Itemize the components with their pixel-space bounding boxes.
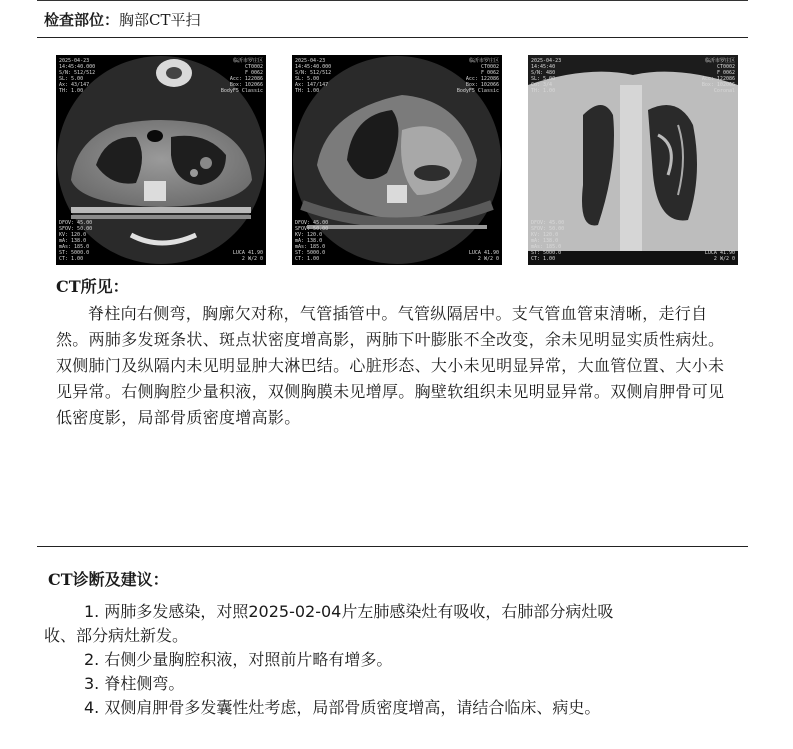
diagnosis-item <box>44 672 744 696</box>
overlay-top-left: 2025-04-23 14:45:40.000 S/N: 512/512 SL: 5.00 Ax: 147/147 TH: 1.00 <box>295 58 332 94</box>
overlay-top-left: 2025-04-23 14:45:40.000 S/N: 512/512 SL: 5.00 Ax: 43/147 TH: 1.00 <box>59 58 96 94</box>
diagnosis-list <box>44 600 744 720</box>
overlay-top-right: 临沂市罗庄区 CT0002 F 0062 Acc: 122086 Box: 102066 Coronal <box>701 58 735 94</box>
overlay-bottom-left: DFOV: 45.00 SFOV: 50.00 KV: 120.0 mA: 138.0 mAs: 185.0 ST: 5000.0 CT: 1.00 <box>59 220 93 262</box>
diagnosis-item-text: 4. 双侧肩胛骨多发囊性灶考虑，局部骨质密度增高，请结合临床、病史。 <box>84 698 601 717</box>
exam-region-value: 胸部CT平扫 <box>119 11 201 29</box>
diagnosis-item <box>44 696 744 720</box>
findings-heading: CT所见： <box>56 277 129 296</box>
diagnosis-item <box>44 648 744 672</box>
header-divider <box>37 37 748 38</box>
diagnosis-item-text: 1. 两肺多发感染，对照2025-02-04片左肺感染灶有吸收，右肺部分病灶吸 <box>84 602 614 621</box>
findings-text: 脊柱向右侧弯，胸廓欠对称，气管插管中。气管纵隔居中。支气管血管束清晰，走行自然。两肺多发斑条状、斑点状密度增高影，两肺下叶膨胀不全改变，余未见明显实质性病灶。双侧肺门及纵隔内未见明显肿大淋巴结。心脏形态、大小未见明显异常，大血管位置、大小未见异常。右侧胸腔少量积液，双侧胸膜未见增厚。胸壁软组织未见明显异常。双侧肩胛骨可见低密度影，局部骨质密度增高影。 <box>56 304 725 427</box>
diagnosis-item-text: 3. 脊柱侧弯。 <box>84 674 185 693</box>
diagnosis-item-continuation: 收、部分病灶新发。 <box>44 626 189 645</box>
overlay-top-right: 临沂市罗庄区 CT0002 F 0062 Acc: 122086 Box: 102066 BodyF5 Classic <box>456 58 499 94</box>
ct-image-axial-upper <box>56 55 266 265</box>
section-divider <box>37 546 748 547</box>
overlay-bottom-right: LUCA 41.90 2 W/2 0 <box>468 250 499 262</box>
ct-image-axial-lower <box>292 55 502 265</box>
overlay-top-left: 2025-04-23 14:45:40 S/N: 480 SL: 5.00 Co: 3/4 TH: 1.00 <box>531 58 562 94</box>
exam-region-label: 检查部位： <box>44 11 120 29</box>
diagnosis-item <box>44 600 744 648</box>
ct-image-coronal <box>528 55 738 265</box>
overlay-bottom-left: DFOV: 45.00 SFOV: 50.00 KV: 120.0 mA: 138.0 mAs: 185.0 ST: 5000.0 CT: 1.00 <box>531 220 565 262</box>
overlay-bottom-left: DFOV: 45.00 SFOV: 50.00 KV: 120.0 mA: 138.0 mAs: 185.0 ST: 5000.0 CT: 1.00 <box>295 220 329 262</box>
top-border <box>37 0 748 1</box>
exam-region <box>44 9 201 30</box>
diagnosis-heading: CT诊断及建议： <box>48 570 169 589</box>
overlay-bottom-right: LUCA 41.90 2 W/2 0 <box>704 250 735 262</box>
overlay-top-right: 临沂市罗庄区 CT0002 F 0062 Acc: 122086 Box: 102066 BodyF5 Classic <box>220 58 263 94</box>
diagnosis-item-text: 2. 右侧少量胸腔积液，对照前片略有增多。 <box>84 650 393 669</box>
overlay-bottom-right: LUCA 41.90 2 W/2 0 <box>232 250 263 262</box>
